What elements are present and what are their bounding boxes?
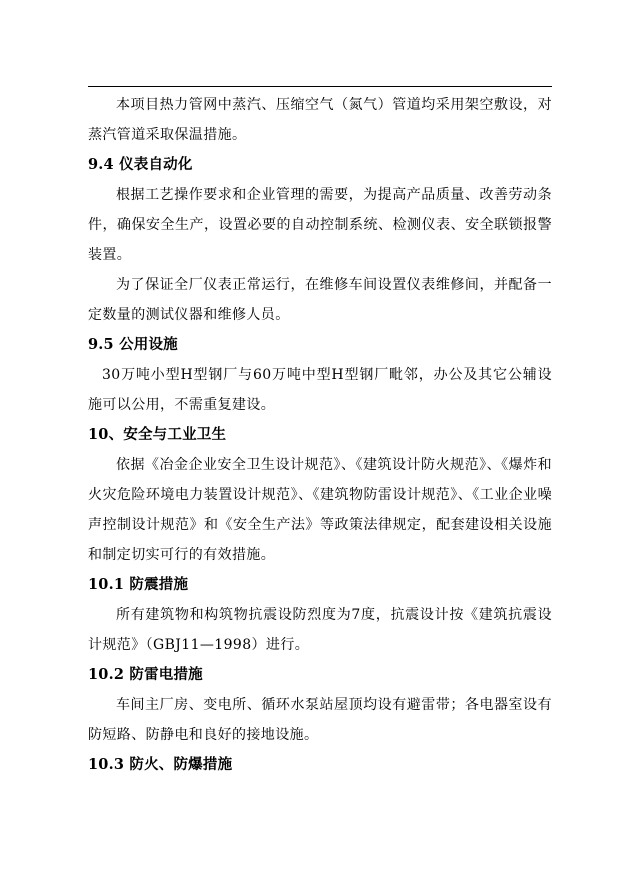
paragraph-steam-piping: 本项目热力管网中蒸汽、压缩空气（氮气）管道均采用架空敷设，对蒸汽管道采取保温措施。 (88, 97, 552, 143)
paragraph-instrument-maintenance: 为了保证全厂仪表正常运行，在维修车间设置仪表维修间，并配备一定数量的测试仪器和维修人员。 (88, 277, 552, 323)
document-body (88, 90, 552, 780)
paragraph-shared-facilities: 30万吨小型H型钢厂与60万吨中型H型钢厂毗邻，办公及其它公辅设施可以公用，不需重复建设。 (88, 367, 552, 413)
heading-safety-hygiene: 10、安全与工业卫生 (88, 426, 227, 443)
heading-seismic-measures: 10.1 防震措施 (88, 576, 189, 593)
paragraph-automation-requirements: 根据工艺操作要求和企业管理的需要，为提高产品质量、改善劳动条件，确保安全生产，设置必要的自动控制系统、检测仪表、安全联锁报警装置。 (88, 187, 552, 263)
heading-public-facilities: 9.5 公用设施 (88, 336, 178, 353)
heading-fire-explosion-measures: 10.3 防火、防爆措施 (88, 756, 233, 773)
paragraph-safety-regulations: 依据《冶金企业安全卫生设计规范》、《建筑设计防火规范》、《爆炸和火灾危险环境电力装置设计规范》、《建筑物防雷设计规范》、《工业企业噪声控制设计规范》和《安全生产法》等政策法律规定，配套建设相关设施和制定切实可行的有效措施。 (88, 457, 552, 563)
heading-instrument-automation: 9.4 仪表自动化 (88, 156, 193, 173)
header-rule (88, 86, 552, 87)
heading-lightning-measures: 10.2 防雷电措施 (88, 666, 203, 683)
paragraph-lightning-protection: 车间主厂房、变电所、循环水泵站屋顶均设有避雷带；各电器室设有防短路、防静电和良好的接地设施。 (88, 697, 552, 743)
paragraph-seismic-design: 所有建筑物和构筑物抗震设防烈度为7度，抗震设计按《建筑抗震设计规范》（GBJ11—1998）进行。 (88, 607, 552, 653)
